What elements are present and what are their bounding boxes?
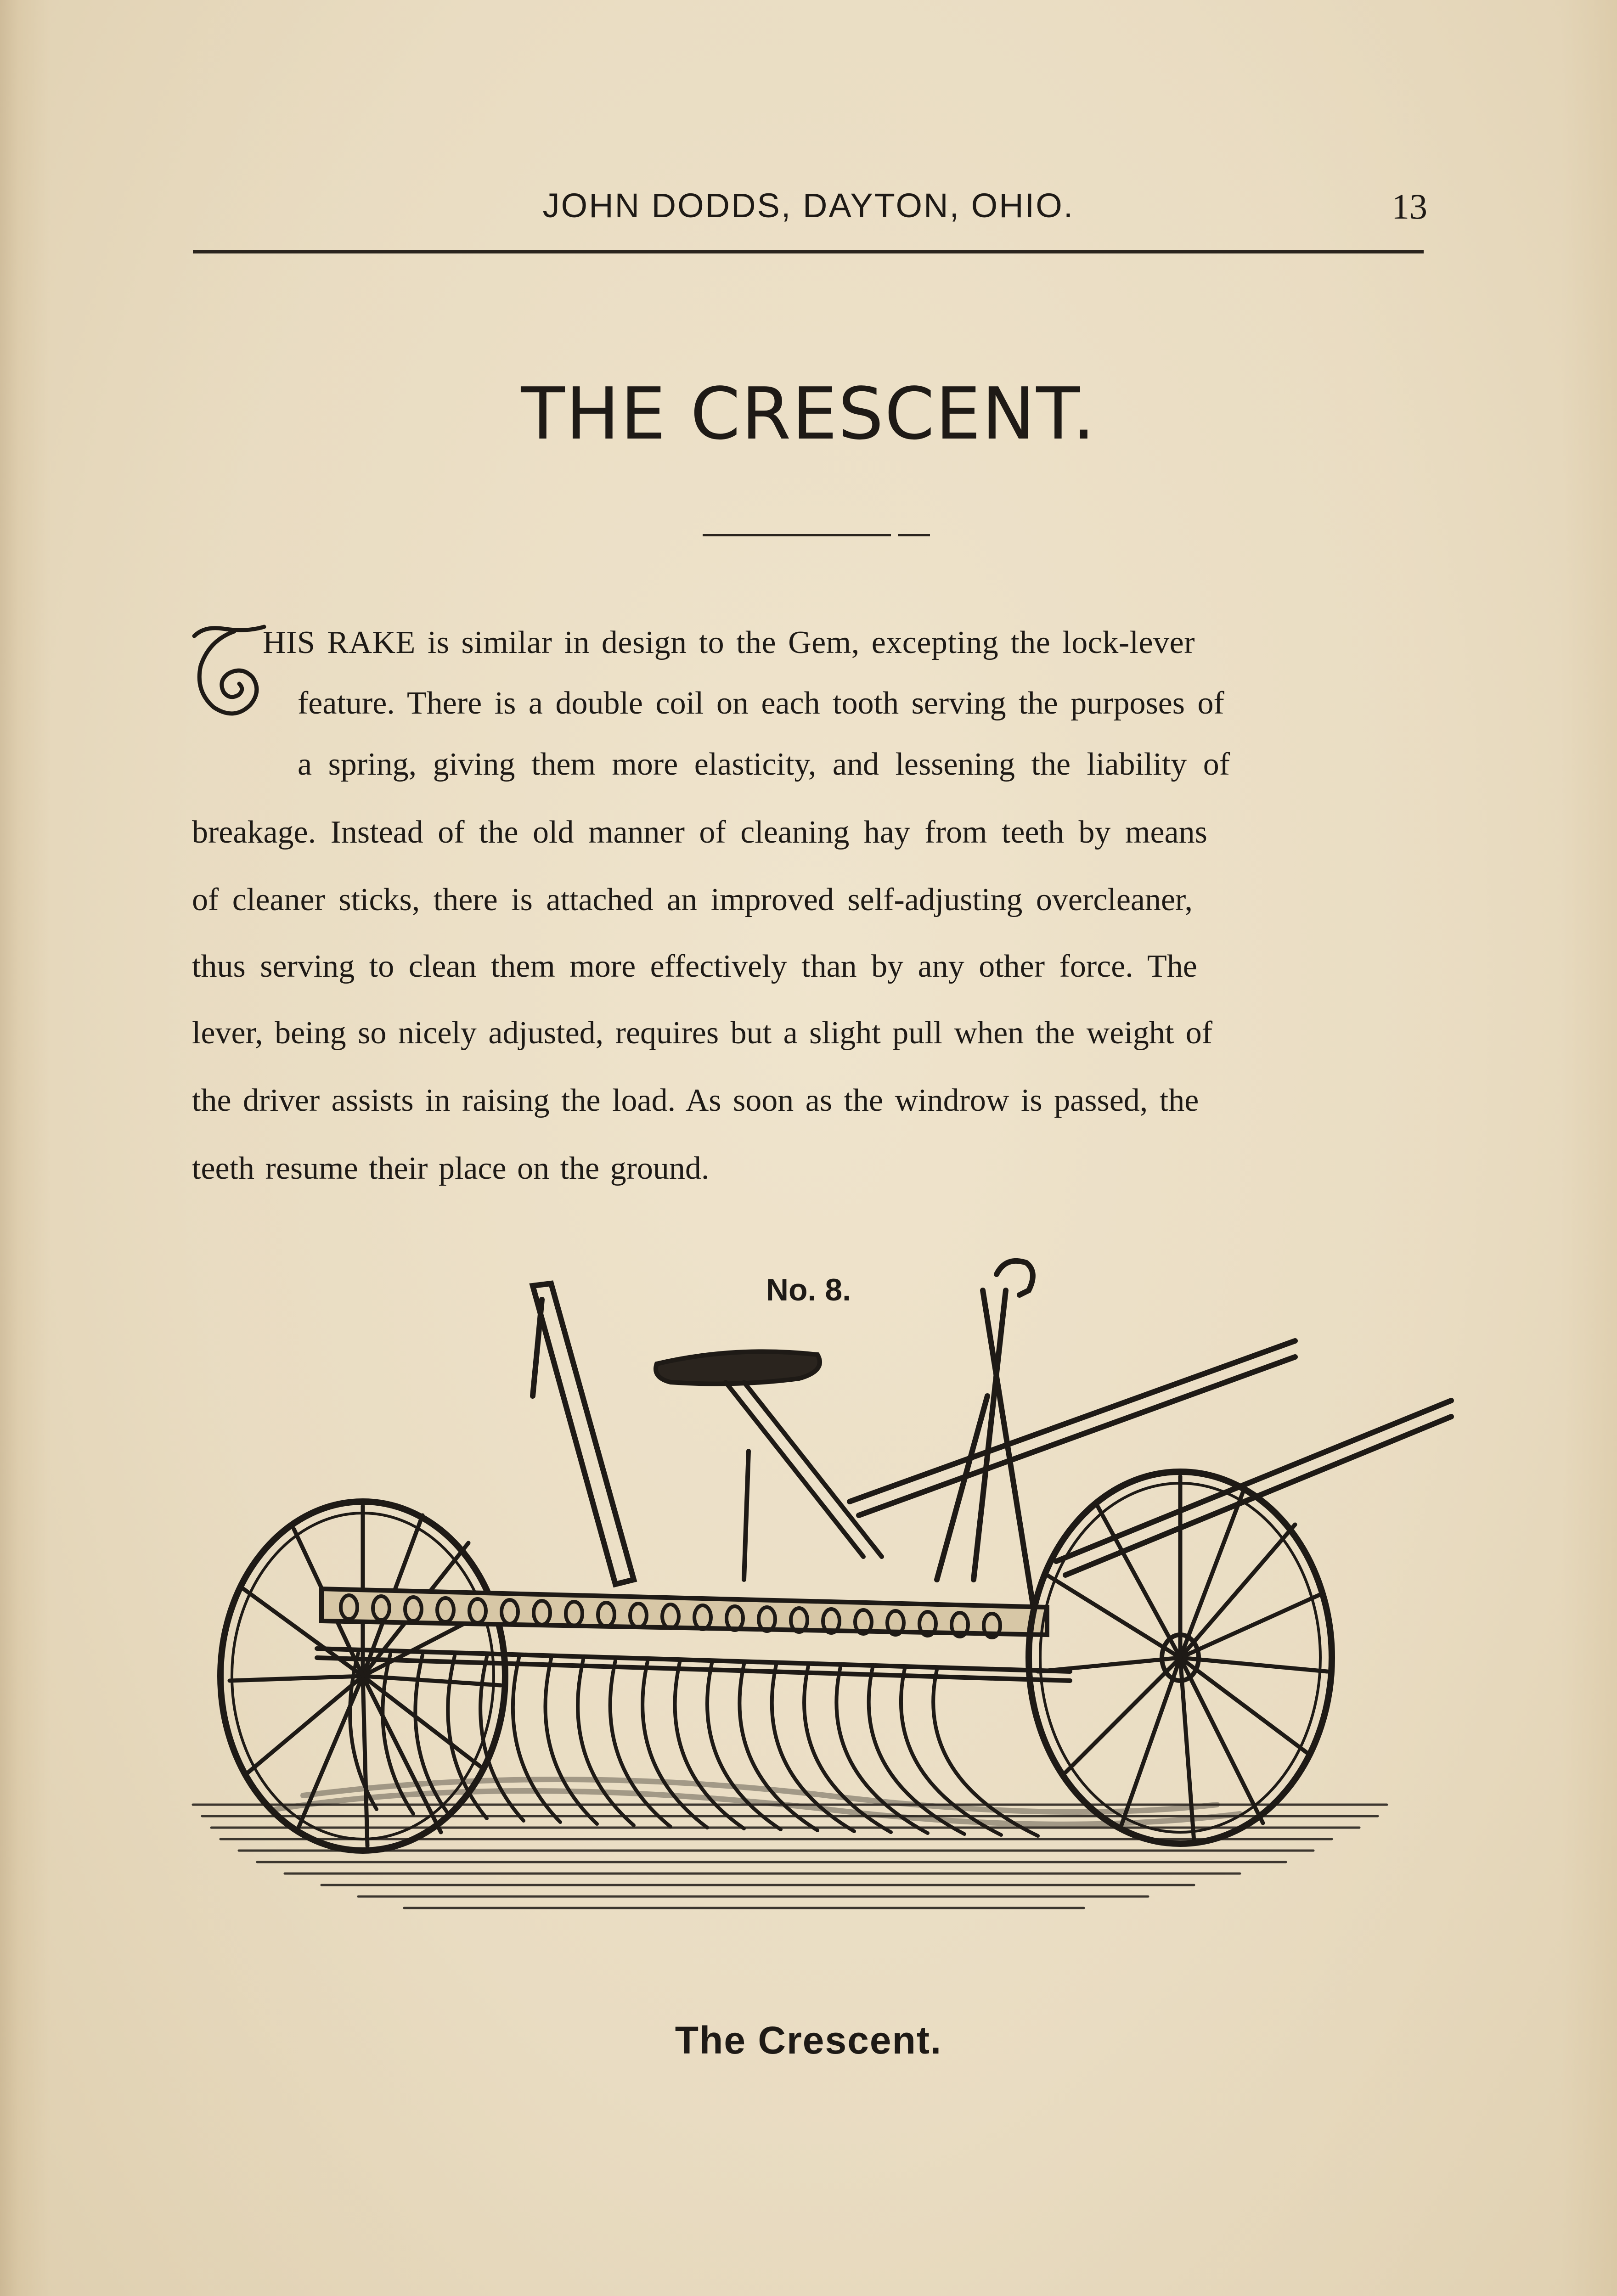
- seat: [656, 1351, 882, 1580]
- body-line-6: thus serving to clean them more effectively than by any other force. The: [192, 949, 1197, 984]
- page-title: THE CRESCENT.: [521, 372, 1096, 456]
- body-line-9: teeth resume their place on the ground.: [192, 1151, 710, 1186]
- rake-illustration: [184, 1258, 1460, 1984]
- tooth-shadow: [276, 1779, 1240, 1824]
- body-line-5: of cleaner sticks, there is attached an improved self-adjusting overcleaner,: [192, 882, 1193, 917]
- rake-head: [317, 1589, 1070, 1681]
- body-line-2: feature. There is a double coil on each tooth serving the purposes of: [298, 686, 1224, 721]
- left-arm: [533, 1283, 634, 1584]
- figure-caption: The Crescent.: [675, 2019, 942, 2062]
- header-rule: [193, 250, 1424, 253]
- drop-cap-ornament: [191, 622, 266, 726]
- body-line-7: lever, being so nicely adjusted, requires but a slight pull when the weight of: [192, 1015, 1213, 1051]
- right-wheel: [1029, 1472, 1332, 1844]
- right-lever: [937, 1261, 1033, 1607]
- figure-number-label: No. 8.: [766, 1272, 851, 1307]
- body-line-3: a spring, giving them more elasticity, and lessening the liability of: [298, 747, 1230, 782]
- title-rule-end: [898, 534, 930, 536]
- body-line-1: HIS RAKE is similar in design to the Gem, excepting the lock-lever: [263, 625, 1195, 660]
- body-line-4: breakage. Instead of the old manner of cleaning hay from teeth by means: [192, 815, 1207, 850]
- shafts: [850, 1341, 1451, 1575]
- title-rule: [703, 534, 891, 536]
- page-number: 13: [1392, 186, 1427, 226]
- running-head: JOHN DODDS, DAYTON, OHIO.: [542, 186, 1075, 225]
- body-line-8: the driver assists in raising the load. As soon as the windrow is passed, the: [192, 1083, 1199, 1118]
